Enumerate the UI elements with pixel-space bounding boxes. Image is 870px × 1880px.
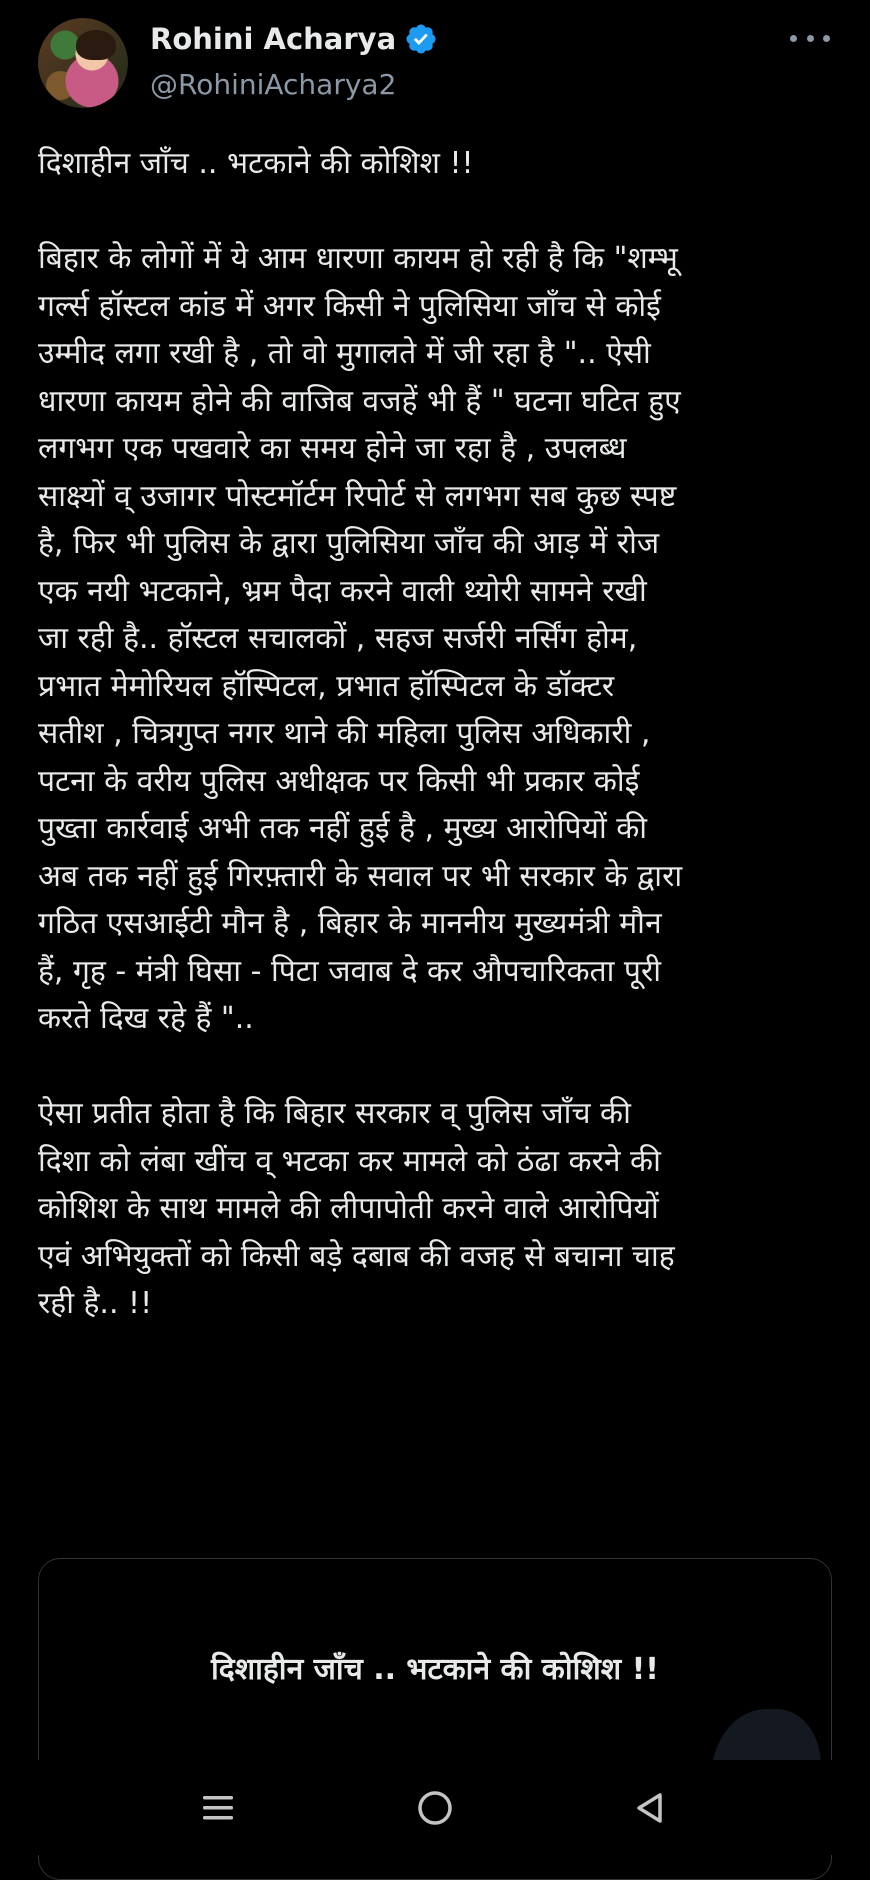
avatar[interactable]	[38, 18, 128, 108]
tweet-line: रही है.. !!	[38, 1286, 153, 1321]
tweet-line: धारणा कायम होने की वाजिब वजहें भी हैं " घटना घटित हुए	[38, 383, 681, 419]
more-dot	[823, 35, 830, 42]
tweet-line: करते दिख रहे हैं "..	[38, 1001, 254, 1036]
tweet-line: अब तक नहीं हुई गिरफ़्तारी के सवाल पर भी सरकार के द्वारा	[38, 858, 683, 894]
back-button[interactable]	[595, 1760, 705, 1855]
tweet-line: प्रभात मेमोरियल हॉस्पिटल, प्रभात हॉस्पिटल के डॉक्टर	[38, 668, 615, 704]
paragraph-gap	[38, 1043, 838, 1091]
tweet-line: बिहार के लोगों में ये आम धारणा कायम हो रही है कि "शम्भू	[38, 241, 678, 276]
recents-icon	[201, 1793, 235, 1823]
card-title: दिशाहीन जाँच .. भटकाने की कोशिश !!	[211, 1652, 659, 1687]
tweet-line: दिशा को लंबा खींच व् भटका कर मामले को ठंढा करने की	[38, 1143, 661, 1179]
home-icon	[416, 1789, 454, 1827]
more-options-icon[interactable]	[790, 28, 830, 48]
tweet-text	[38, 140, 838, 1328]
tweet-line: हैं, गृह - मंत्री घिसा - पिटा जवाब दे कर औपचारिकता पूरी	[38, 953, 662, 989]
tweet-line: लगभग एक पखवारे का समय होने जा रहा है , उपलब्ध	[38, 431, 627, 466]
back-icon	[633, 1791, 667, 1825]
author-handle[interactable]: @RohiniAcharya2	[150, 68, 397, 101]
tweet-line: पटना के वरीय पुलिस अधीक्षक पर किसी भी प्रकार कोई	[38, 763, 640, 799]
tweet-line: उम्मीद लगा रखी है , तो वो मुगालते में जी रहा है ".. ऐसी	[38, 336, 651, 371]
more-dot	[807, 35, 814, 42]
android-navigation-bar	[0, 1760, 870, 1855]
author-name[interactable]: Rohini Acharya	[150, 22, 397, 56]
tweet-line: सतीश , चित्रगुप्त नगर थाने की महिला पुलिस अधिकारी ,	[38, 716, 651, 751]
tweet-line: साक्ष्यों व् उजागर पोस्टमॉर्टम रिपोर्ट से लगभग सब कुछ स्पष्ट	[38, 478, 677, 514]
tweet-line: एक नयी भटकाने, भ्रम पैदा करने वाली थ्योरी सामने रखी	[38, 573, 647, 609]
tweet-line: पुख्ता कार्रवाई अभी तक नहीं हुई है , मुख्य आरोपियों की	[38, 811, 648, 846]
author-name-row[interactable]	[150, 22, 438, 56]
tweet-line: ऐसा प्रतीत होता है कि बिहार सरकार व् पुलिस जाँच की	[38, 1096, 631, 1131]
tweet-line: है, फिर भी पुलिस के द्वारा पुलिसिया जाँच की आड़ में रोज	[38, 526, 660, 561]
verified-badge-icon	[404, 22, 438, 56]
tweet-line: गठित एसआईटी मौन है , बिहार के माननीय मुख्यमंत्री मौन	[38, 906, 662, 941]
tweet-line: जा रही है.. हॉस्टल सचालकों , सहज सर्जरी नर्सिंग होम,	[38, 621, 638, 656]
recents-button[interactable]	[163, 1760, 273, 1855]
tweet-line: गर्ल्स हॉस्टल कांड में अगर किसी ने पुलिसिया जाँच से कोई	[38, 288, 661, 324]
more-dot	[790, 35, 797, 42]
tweet-header	[0, 0, 870, 120]
home-button[interactable]	[380, 1760, 490, 1855]
tweet-line: कोशिश के साथ मामले की लीपापोती करने वाले आरोपियों	[38, 1191, 659, 1226]
tweet-line: दिशाहीन जाँच .. भटकाने की कोशिश !!	[38, 146, 474, 181]
paragraph-gap	[38, 188, 838, 236]
avatar-hair-shape	[76, 30, 116, 60]
tweet-line: एवं अभियुक्तों को किसी बड़े दबाब की वजह से बचाना चाह	[38, 1238, 675, 1274]
